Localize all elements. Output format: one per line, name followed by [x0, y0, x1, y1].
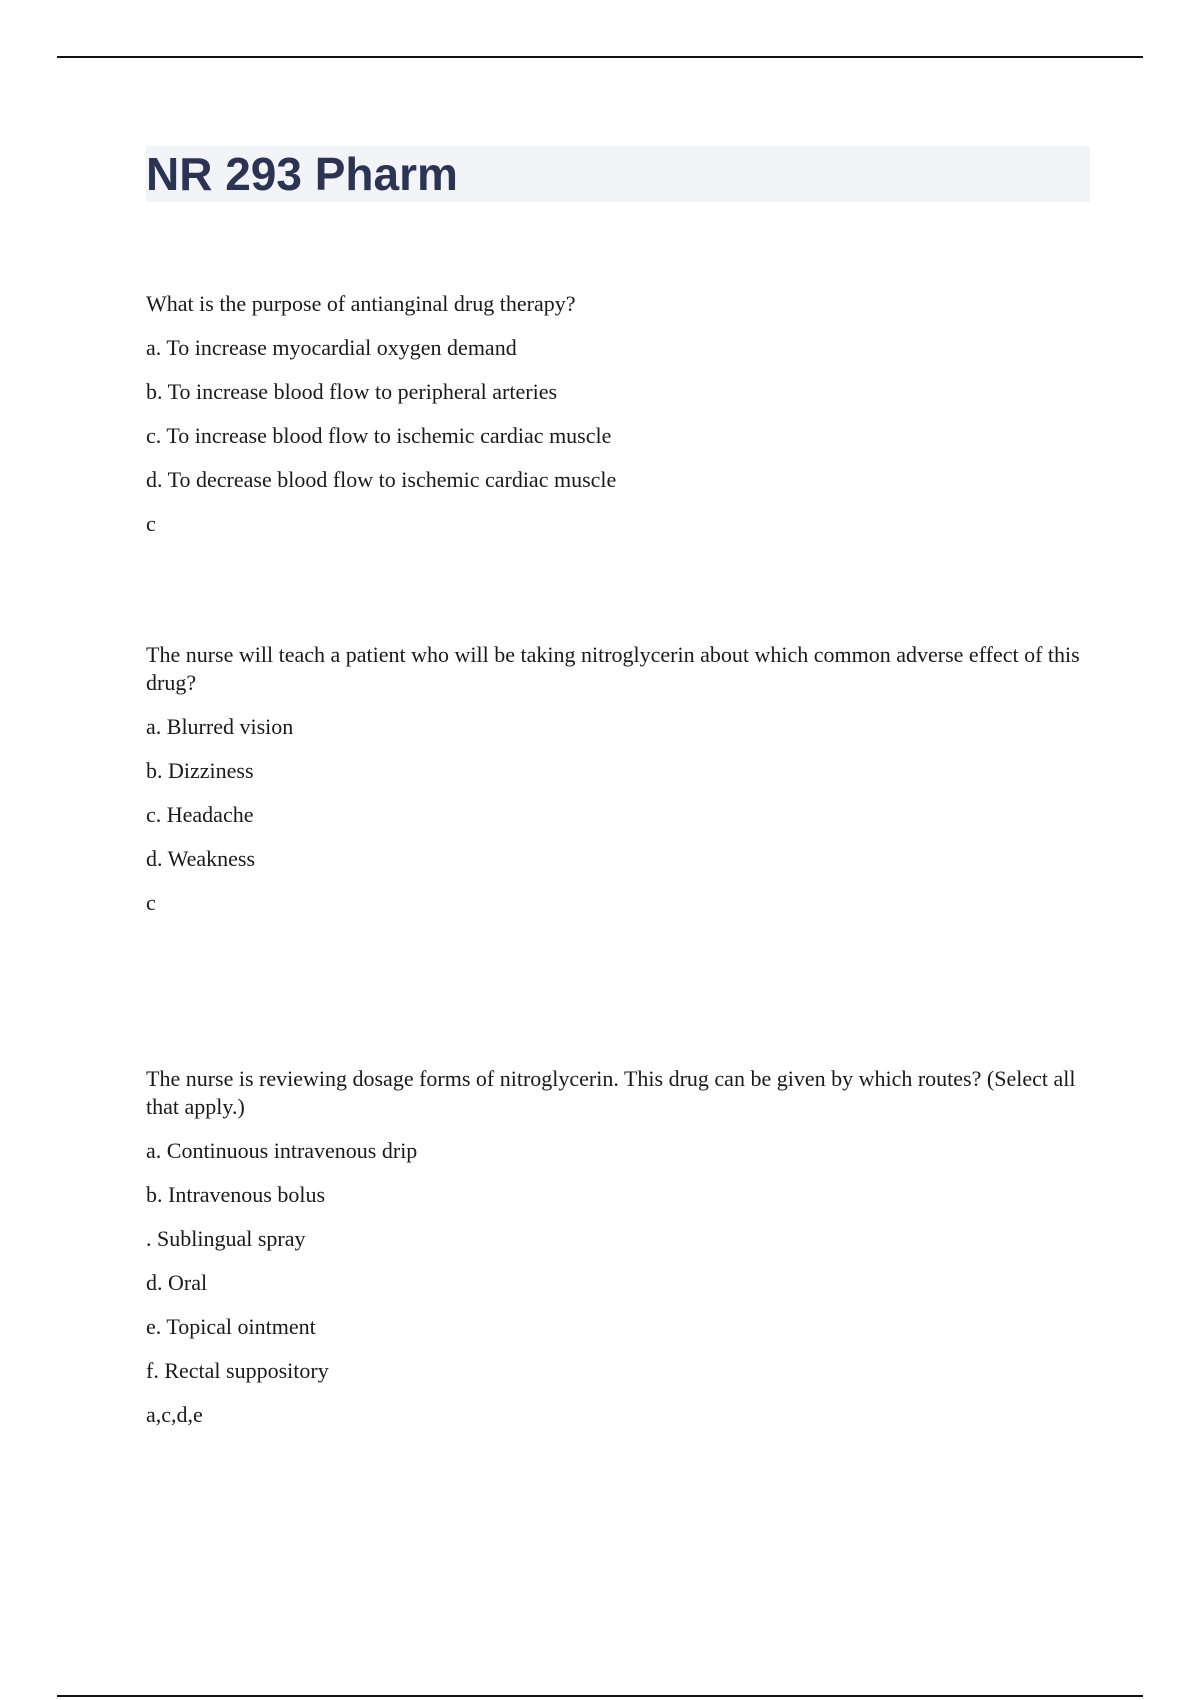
bottom-rule: [57, 1695, 1143, 1697]
answer-option-d: d. To decrease blood flow to ischemic cardiac muscle: [146, 467, 617, 492]
question-3: [146, 1065, 1090, 1429]
question-prompt: The nurse will teach a patient who will be taking nitroglycerin about which common adverse effect of this drug?: [146, 642, 1080, 695]
correct-answer: a,c,d,e: [146, 1402, 203, 1427]
answer-option-b: b. Intravenous bolus: [146, 1182, 326, 1207]
answer-option-a: a. Continuous intravenous drip: [146, 1138, 418, 1163]
correct-answer: c: [146, 511, 156, 536]
answer-option-a: a. To increase myocardial oxygen demand: [146, 335, 517, 360]
answer-option-e: e. Topical ointment: [146, 1314, 316, 1339]
answer-option-c: c. To increase blood flow to ischemic cardiac muscle: [146, 423, 612, 448]
answer-option-d: d. Weakness: [146, 846, 256, 871]
question-prompt: What is the purpose of antianginal drug therapy?: [146, 291, 576, 316]
answer-option-b: b. To increase blood flow to peripheral arteries: [146, 379, 558, 404]
answer-option-b: b. Dizziness: [146, 758, 254, 783]
correct-answer: c: [146, 890, 156, 915]
page-title: NR 293 Pharm: [146, 148, 458, 200]
answer-option-c: c. Headache: [146, 802, 254, 827]
answer-option-c: . Sublingual spray: [146, 1226, 306, 1251]
question-1: [146, 290, 1090, 538]
question-prompt: The nurse is reviewing dosage forms of nitroglycerin. This drug can be given by which routes? (Select all that apply.): [146, 1066, 1076, 1119]
question-2: [146, 641, 1090, 917]
answer-option-d: d. Oral: [146, 1270, 208, 1295]
answer-option-f: f. Rectal suppository: [146, 1358, 329, 1383]
top-rule: [57, 56, 1143, 58]
answer-option-a: a. Blurred vision: [146, 714, 294, 739]
